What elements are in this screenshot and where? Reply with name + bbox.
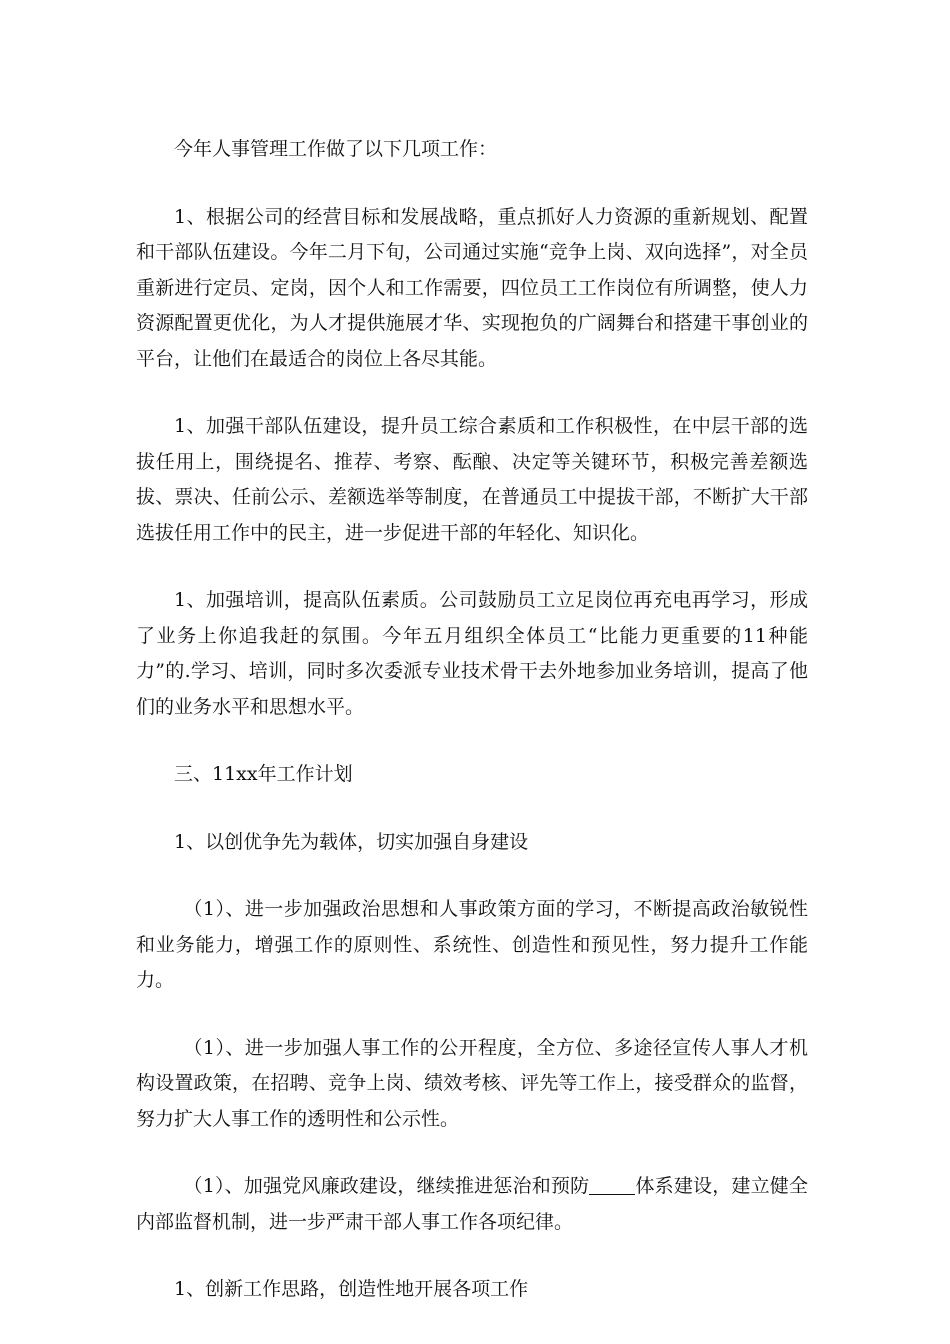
intro-paragraph: 今年人事管理工作做了以下几项工作： (174, 138, 498, 160)
integrity-text-start: （1）、加强党风廉政建设，继续推进惩治和预防 (183, 1175, 590, 1197)
plan-subitem-integrity (136, 1169, 808, 1240)
plan-item-2: 1、创新工作思路，创造性地开展各项工作 (174, 1278, 529, 1300)
paragraph-training: 1、加强培训，提高队伍素质。公司鼓励员工立足岗位再充电再学习，形成了业务上你追我赶的氛围。今年五月组织全体员工“比能力更重要的11种能力”的.学习、培训，同时多次委派专业技术骨干去外地参加业务培训，提高了他们的业务水平和思想水平。 (136, 589, 808, 718)
paragraph-personnel-planning: 1、根据公司的经营目标和发展战略，重点抓好人力资源的重新规划、配置和干部队伍建设。今年二月下旬，公司通过实施“竞争上岗、双向选择”，对全员重新进行定员、定岗，因个人和工作需要，四位员工工作岗位有所调整，使人力资源配置更优化，为人才提供施展才华、实现抱负的广阔舞台和搭建干事创业的平台，让他们在最适合的岗位上各尽其能。 (136, 205, 808, 370)
section-title: 三、11xx年工作计划 (174, 763, 353, 785)
plan-subitem-political-study: （1）、进一步加强政治思想和人事政策方面的学习，不断提高政治敏锐性和业务能力，增强工作的原则性、系统性、创造性和预见性，努力提升工作能力。 (136, 898, 808, 991)
blank-underline (589, 1175, 635, 1195)
plan-subitem-transparency: （1）、进一步加强人事工作的公开程度，全方位、多途径宣传人事人才机构设置政策，在招聘、竞争上岗、绩效考核、评先等工作上，接受群众的监督，努力扩大人事工作的透明性和公示性。 (136, 1036, 808, 1130)
paragraph-cadre-building: 1、加强干部队伍建设，提升员工综合素质和工作积极性，在中层干部的选拔任用上，围绕提名、推荐、考察、酝酿、决定等关键环节，积极完善差额选拔、票决、任前公示、差额选举等制度，在普通员工中提拔干部，不断扩大干部选拔任用工作中的民主，进一步促进干部的年轻化、知识化。 (136, 415, 808, 544)
integrity-text-end: 体系建设，建立健全内部监督机制，进一步严肃干部人事工作各项纪律。 (136, 1175, 808, 1233)
document-page (136, 132, 808, 1308)
plan-item-1: 1、以创优争先为载体，切实加强自身建设 (174, 830, 529, 853)
